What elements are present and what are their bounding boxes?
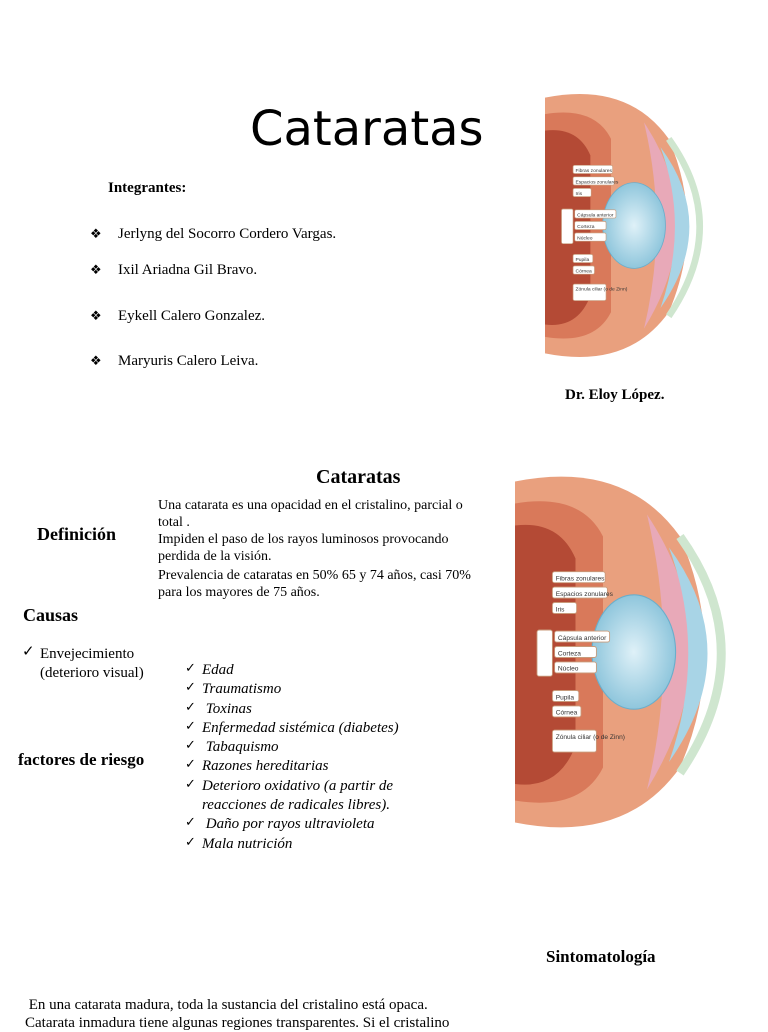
section-title: Cataratas [316,466,401,488]
list-item: ✓ Toxinas [185,698,252,717]
svg-text:Fibras zonulares: Fibras zonulares [575,168,613,174]
check-icon: ✓ [185,679,196,695]
list-item: ✓ Mala nutrición [185,833,293,852]
eye-anatomy-image [545,78,710,373]
check-icon: ✓ [22,644,35,660]
svg-text:Núcleo: Núcleo [577,236,593,242]
svg-text:Córnea: Córnea [555,709,578,717]
list-item: ✓ Traumatismo [185,679,282,698]
check-icon: ✓ [185,698,196,714]
diamond-bullet-icon: ❖ [90,262,102,277]
svg-text:Zónula ciliar (o de Zinn): Zónula ciliar (o de Zinn) [575,287,628,293]
check-icon: ✓ [185,756,196,772]
svg-text:Iris: Iris [555,606,565,614]
check-icon: ✓ [185,775,196,791]
doctor-name: Dr. Eloy López. [565,387,665,403]
definicion-heading: Definición [37,524,116,544]
svg-text:Corteza: Corteza [557,650,581,658]
svg-text:Córnea: Córnea [575,269,592,275]
integrantes-heading: Integrantes: [108,180,187,196]
list-item: ✓ Tabaquismo [185,737,279,756]
svg-text:Núcleo: Núcleo [557,665,579,673]
check-icon: ✓ [185,737,196,753]
check-icon: ✓ [185,833,196,849]
definicion-text: Una catarata es una opacidad en el cristalino, parcial o total . [158,498,463,530]
causa-item: ✓ Envejecimiento (deterioro visual) [22,644,144,681]
sintomatologia-text: En una catarata madura, toda la sustancia del cristalino está opaca. Catarata inmadura tiene algunas regiones transparentes. Si el cristalino [25,997,450,1031]
list-item: ✓ Deterioro oxidativo (a partir de reacciones de radicales libres). [185,775,394,814]
svg-text:Cápsula anterior: Cápsula anterior [577,213,614,219]
member-item: ❖ Eykell Calero Gonzalez. [90,308,266,324]
diamond-bullet-icon: ❖ [90,308,102,323]
member-item: ❖ Ixil Ariadna Gil Bravo. [90,262,258,278]
list-item: ✓ Razones hereditarias [185,756,329,775]
list-item: ✓ Enfermedad sistémica (diabetes) [185,717,399,736]
definicion-text: Prevalencia de cataratas en 50% 65 y 74 años, casi 70% para los mayores de 75 años. [158,568,471,600]
svg-text:Zónula ciliar (o de Zinn): Zónula ciliar (o de Zinn) [555,733,625,741]
diamond-bullet-icon: ❖ [90,353,102,368]
eye-anatomy-image-large [515,452,735,852]
svg-text:Pupila: Pupila [555,694,575,702]
sintomatologia-heading: Sintomatología [546,947,656,966]
svg-text:Espacios zonulares: Espacios zonulares [575,180,619,186]
causas-heading: Causas [23,605,79,625]
member-item: ❖ Jerlyng del Socorro Cordero Vargas. [90,226,337,242]
list-item: ✓ Edad [185,660,234,678]
check-icon: ✓ [185,717,196,733]
check-icon: ✓ [185,814,196,830]
svg-text:Fibras zonulares: Fibras zonulares [555,575,605,583]
svg-text:Pupila: Pupila [575,257,590,263]
diamond-bullet-icon: ❖ [90,226,102,241]
definicion-text: Impiden el paso de los rayos luminosos provocando perdida de la visión. [158,532,449,564]
factores-list [185,661,425,854]
member-item: ❖ Maryuris Calero Leiva. [90,353,259,369]
svg-text:Espacios zonulares: Espacios zonulares [555,590,613,598]
check-icon: ✓ [185,660,196,675]
list-item: ✓ Daño por rayos ultravioleta [185,814,375,833]
svg-text:Iris: Iris [575,191,583,197]
factores-heading: factores de riesgo [18,750,145,769]
svg-text:Cápsula anterior: Cápsula anterior [557,634,607,642]
svg-text:Corteza: Corteza [577,224,595,230]
page-title: Cataratas [250,101,484,157]
